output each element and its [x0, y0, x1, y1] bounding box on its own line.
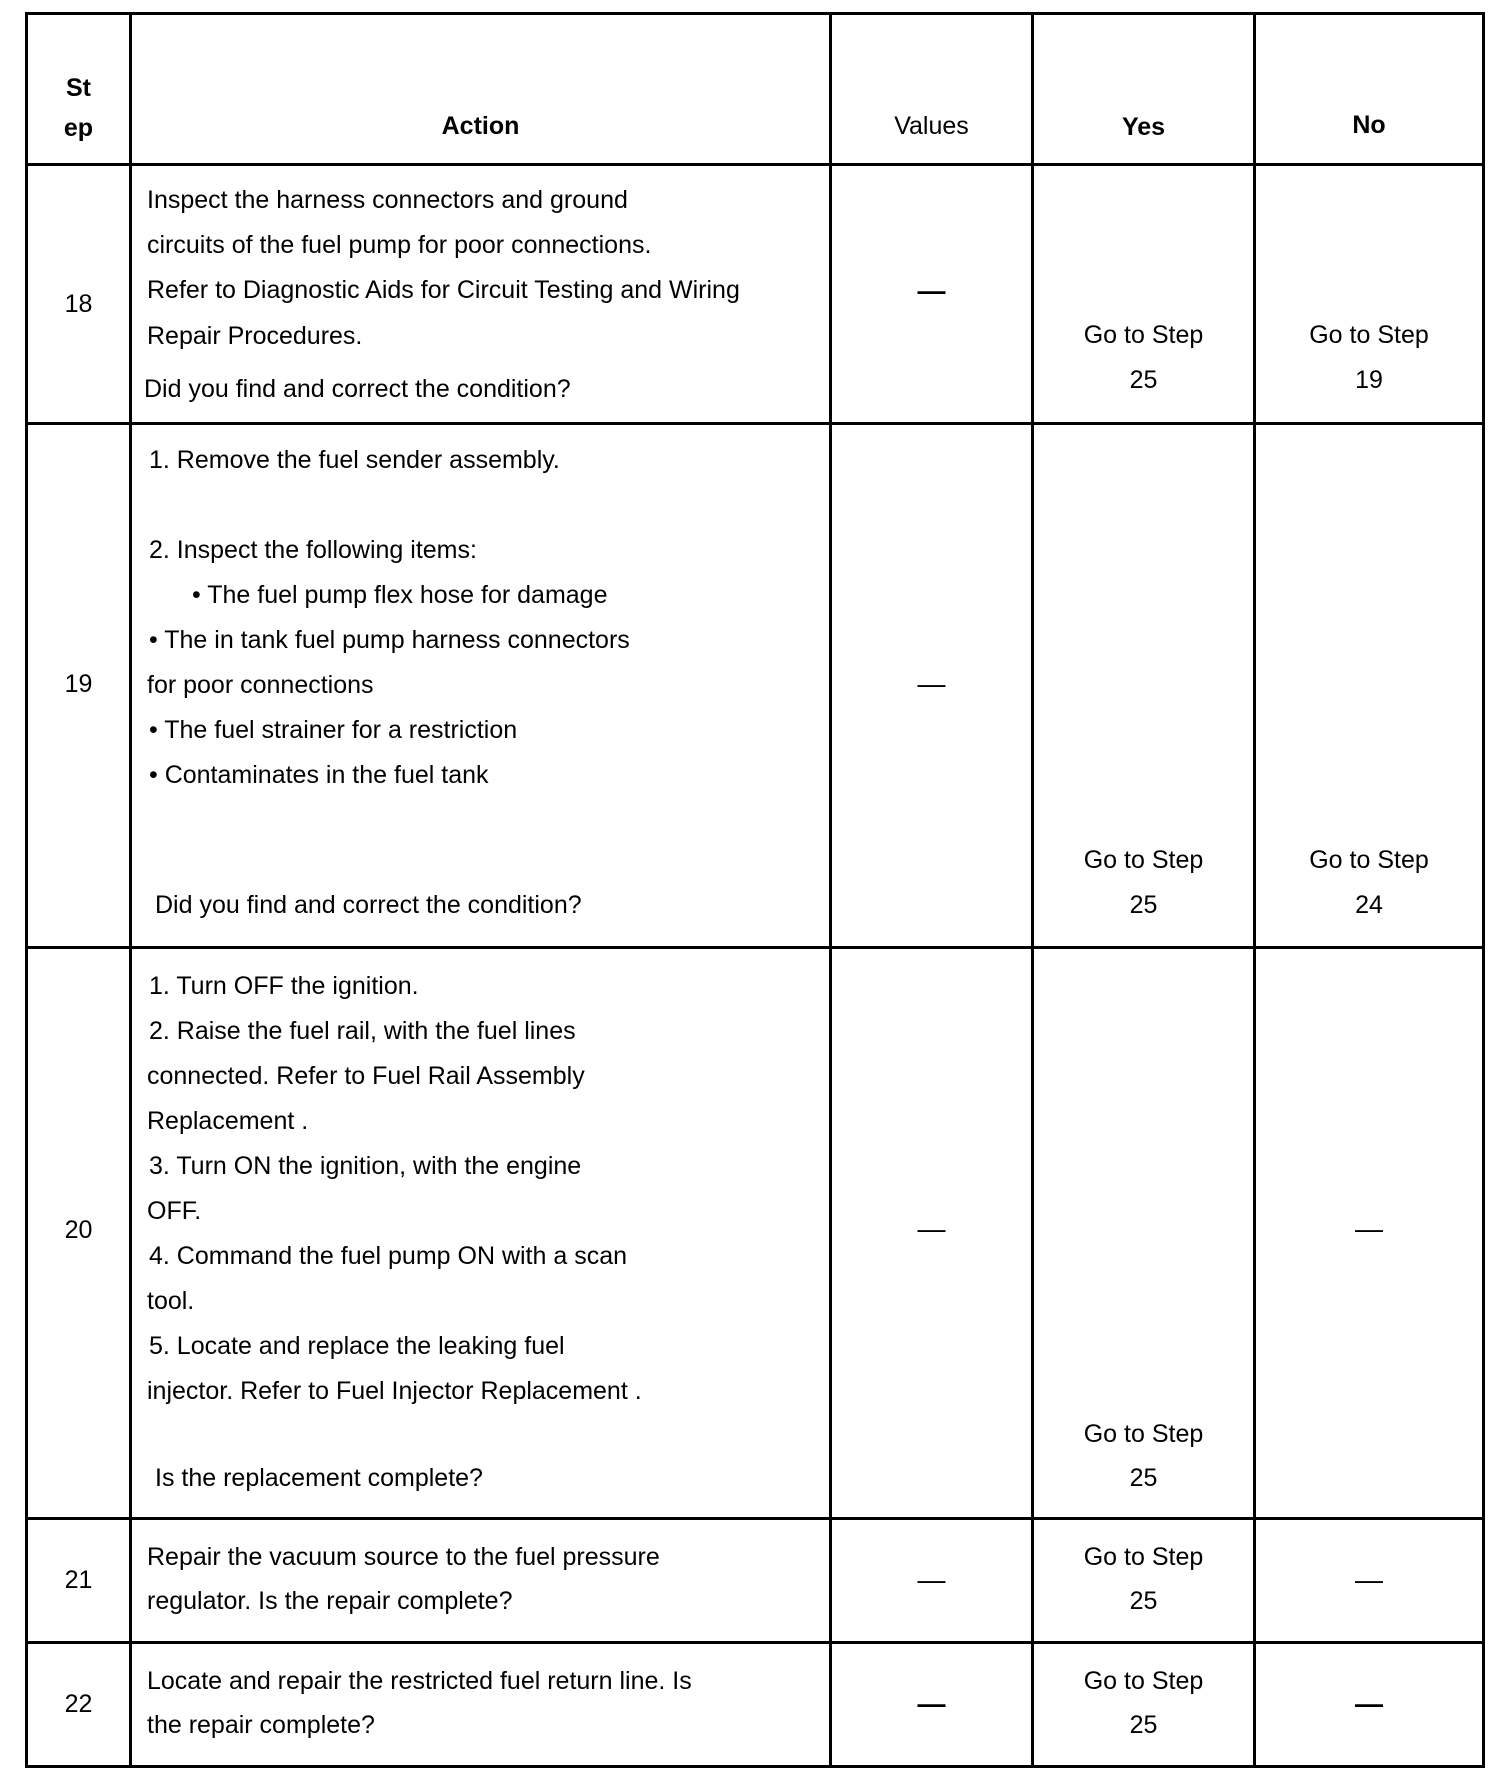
values-dash: — [917, 1688, 946, 1719]
no-goto-step: 19 [1355, 366, 1383, 394]
step-cell [27, 948, 131, 1519]
action-line: 2. Inspect the following items: [149, 536, 477, 564]
values-cell [831, 1643, 1033, 1767]
step-header [27, 14, 131, 165]
action-line: 2. Raise the fuel rail, with the fuel lines [149, 1017, 576, 1045]
step-number: 22 [64, 1690, 93, 1718]
yes-cell [1033, 165, 1255, 424]
yes-goto-step: 25 [1129, 891, 1158, 919]
yes-cell [1033, 424, 1255, 948]
yes-goto-label: Go to Step [1083, 1420, 1204, 1448]
step-cell [27, 165, 131, 424]
yes-cell [1033, 1519, 1255, 1643]
values-header-label: Values [894, 112, 969, 140]
yes-goto-label: Go to Step [1083, 1543, 1204, 1571]
action-question: Is the replacement complete? [155, 1464, 483, 1492]
yes-goto-step: 25 [1129, 366, 1158, 394]
action-line: OFF. [147, 1197, 202, 1225]
action-line: • The fuel strainer for a restriction [149, 716, 518, 744]
no-cell [1255, 165, 1484, 424]
yes-goto-label: Go to Step [1083, 1667, 1204, 1695]
yes-header [1033, 14, 1255, 165]
action-cell [131, 424, 831, 948]
action-line: 3. Turn ON the ignition, with the engine [149, 1152, 582, 1180]
diagnostic-table [25, 12, 1485, 1768]
action-line: for poor connections [147, 671, 374, 699]
yes-goto-label: Go to Step [1083, 321, 1204, 349]
action-line: Replacement . [147, 1107, 309, 1135]
action-cell [131, 1643, 831, 1767]
no-header [1255, 14, 1484, 165]
step-header-line-1: St [66, 74, 91, 102]
yes-header-label: Yes [1121, 113, 1166, 141]
table-row [27, 1519, 1484, 1643]
no-dash: — [1355, 1213, 1383, 1244]
step-cell [27, 1643, 131, 1767]
table-row [27, 424, 1484, 948]
yes-goto-label: Go to Step [1083, 846, 1204, 874]
step-number: 21 [64, 1566, 93, 1594]
no-goto-step: 24 [1355, 891, 1383, 919]
action-cell [131, 948, 831, 1519]
action-line: 1. Remove the fuel sender assembly. [149, 446, 560, 474]
action-line: 4. Command the fuel pump ON with a scan [149, 1242, 628, 1270]
action-line: tool. [147, 1287, 195, 1315]
values-dash: — [917, 275, 946, 306]
table-row [27, 165, 1484, 424]
action-line: connected. Refer to Fuel Rail Assembly [147, 1062, 585, 1090]
yes-cell [1033, 948, 1255, 1519]
values-cell [831, 948, 1033, 1519]
action-header [131, 14, 831, 165]
action-cell [131, 1519, 831, 1643]
action-line: 5. Locate and replace the leaking fuel [149, 1332, 565, 1360]
no-goto-label: Go to Step [1309, 321, 1429, 349]
action-line: Inspect the harness connectors and ground [147, 186, 628, 214]
values-cell [831, 424, 1033, 948]
no-dash: — [1355, 1688, 1383, 1719]
step-number: 19 [64, 670, 93, 698]
values-dash: — [917, 668, 946, 699]
step-number: 18 [64, 290, 93, 318]
action-line: 1. Turn OFF the ignition. [149, 972, 419, 1000]
values-header [831, 14, 1033, 165]
action-line: Repair the vacuum source to the fuel pressure [147, 1543, 660, 1571]
no-cell [1255, 1643, 1484, 1767]
values-cell [831, 165, 1033, 424]
action-question: Did you find and correct the condition? [144, 375, 571, 403]
yes-goto-step: 25 [1129, 1464, 1158, 1492]
header-row [27, 14, 1484, 165]
action-line: • Contaminates in the fuel tank [149, 761, 489, 789]
action-line: Locate and repair the restricted fuel return line. Is [147, 1667, 692, 1695]
action-line: • The fuel pump flex hose for damage [192, 581, 608, 609]
no-header-label: No [1352, 111, 1386, 139]
action-question: Did you find and correct the condition? [155, 891, 582, 919]
table-row [27, 948, 1484, 1519]
action-line: the repair complete? [147, 1711, 375, 1739]
step-header-line-2: ep [63, 114, 94, 142]
action-cell [131, 165, 831, 424]
action-line: circuits of the fuel pump for poor connections. [147, 231, 652, 259]
no-cell [1255, 1519, 1484, 1643]
no-cell [1255, 424, 1484, 948]
action-header-label: Action [441, 112, 520, 140]
step-number: 20 [64, 1216, 93, 1244]
table-row [27, 1643, 1484, 1767]
action-line: injector. Refer to Fuel Injector Replacement . [147, 1377, 642, 1405]
action-line: Repair Procedures. [147, 322, 363, 350]
no-dash: — [1355, 1564, 1383, 1595]
step-cell [27, 424, 131, 948]
yes-goto-step: 25 [1129, 1711, 1158, 1739]
action-line: Refer to Diagnostic Aids for Circuit Testing and Wiring [147, 276, 740, 304]
values-cell [831, 1519, 1033, 1643]
values-dash: — [917, 1213, 946, 1244]
yes-goto-step: 25 [1129, 1587, 1158, 1615]
yes-cell [1033, 1643, 1255, 1767]
no-cell [1255, 948, 1484, 1519]
values-dash: — [917, 1564, 946, 1595]
action-line: regulator. Is the repair complete? [147, 1587, 513, 1615]
step-cell [27, 1519, 131, 1643]
no-goto-label: Go to Step [1309, 846, 1429, 874]
action-line: • The in tank fuel pump harness connectors [149, 626, 630, 654]
